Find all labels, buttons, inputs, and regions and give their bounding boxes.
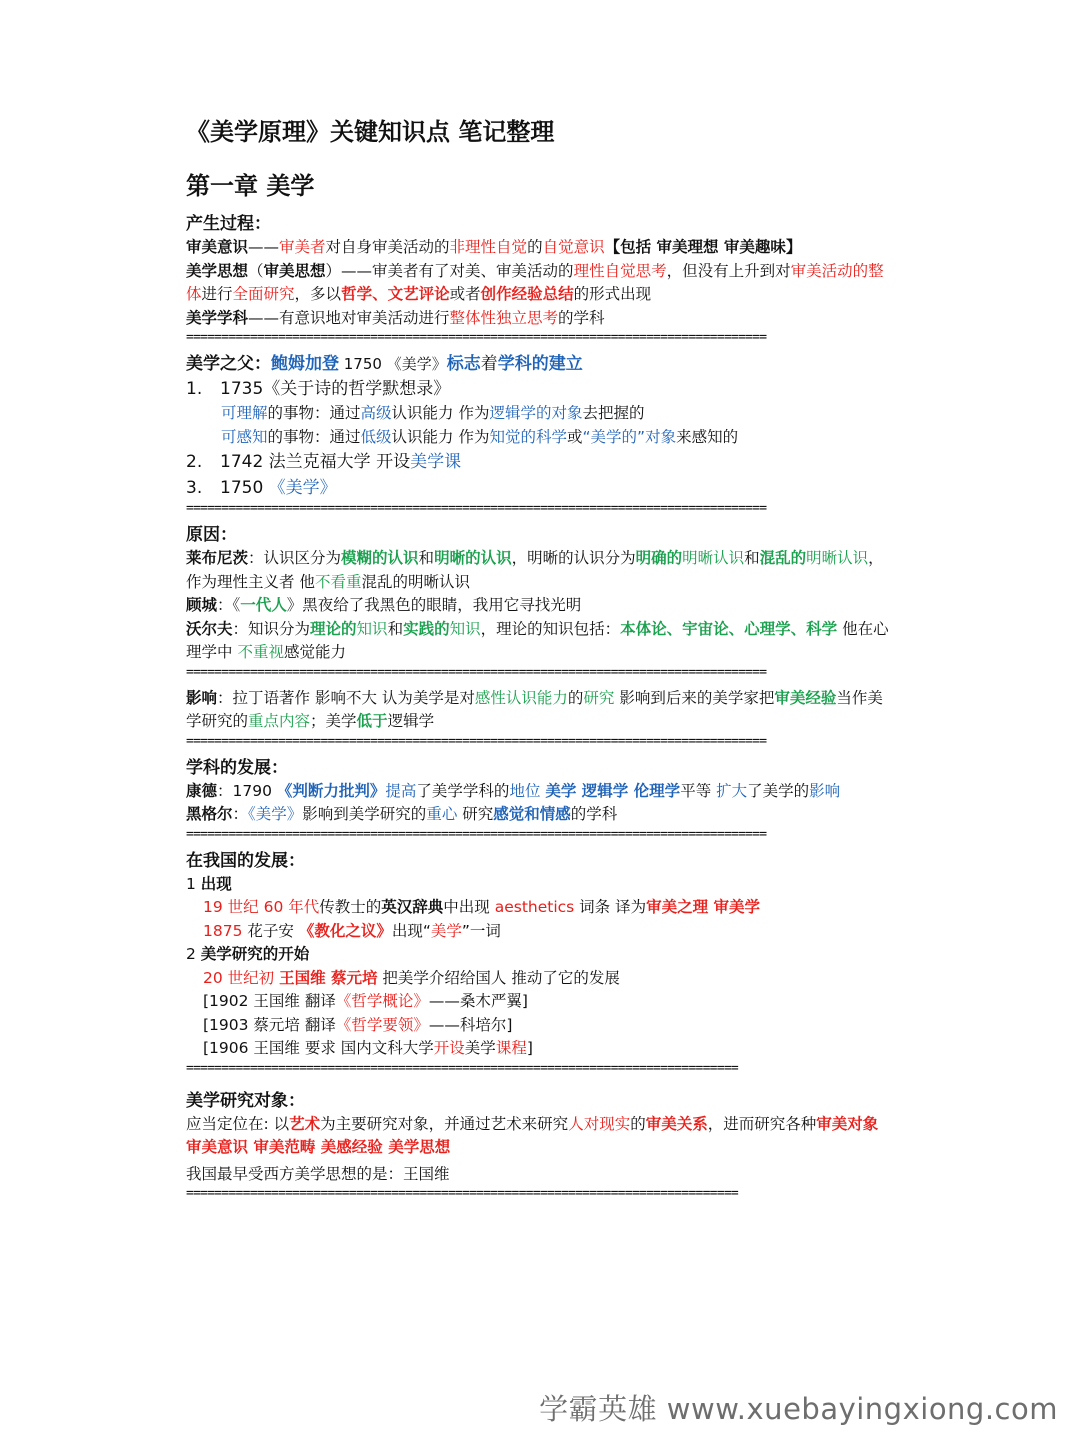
china-subitem: 19 世纪 60 年代传教士的英汉辞典中出现 aesthetics 词条 译为审美之理 审美学 <box>203 898 760 916</box>
list-subitem: 可感知的事物：通过低级认识能力 作为知觉的科学或“美学的”对象来感知的 <box>221 427 739 446</box>
china-subitem: [1903 蔡元培 翻译《哲学要领》——科培尔] <box>203 1015 513 1034</box>
china-subitem: [1902 王国维 翻译《哲学概论》——桑木严翼] <box>203 992 528 1010</box>
object-paragraph: 应当定位在: 以艺术为主要研究对象，并通过艺术来研究人对现实的审美关系，进而研究各种审美对象 审美意识 审美范畴 美感经验 美学思想 <box>186 1114 879 1156</box>
separator-line: ================================================================================== <box>186 826 767 842</box>
reason-wolff: 沃尔夫：知识分为理论的知识和实践的知识，理论的知识包括：本体论、宇宙论、心理学、科学 他在心理学中 不重视感觉能力 <box>186 619 889 661</box>
origin-line-3: 美学学科——有意识地对审美活动进行整体性独立思考的学科 <box>186 308 605 327</box>
list-item: 2. 1742 法兰克福大学 开设美学课 <box>186 452 462 472</box>
notes-document <box>186 110 898 1202</box>
china-item-2: 2 美学研究的开始 <box>186 945 310 963</box>
list-item: 1. 1735《关于诗的哲学默想录》 <box>186 379 451 399</box>
section-development-heading: 学科的发展： <box>186 757 288 778</box>
china-subitem: [1906 王国维 要求 国内文科大学开设美学课程] <box>203 1039 533 1057</box>
china-item-1: 1 出现 <box>186 874 232 893</box>
reason-leibniz: 莱布尼茨：认识区分为模糊的认识和明晰的认识，明晰的认识分为明确的明晰认识和混乱的明晰认识，作为理性主义者 他不看重混乱的明晰认识 <box>186 549 884 591</box>
section-reason-heading: 原因： <box>186 525 237 545</box>
reason-gucheng: 顾城：《一代人》黑夜给了我黑色的眼睛，我用它寻找光明 <box>186 596 582 614</box>
list-subitem: 可理解的事物：通过高级认识能力 作为逻辑学的对象去把握的 <box>221 404 645 422</box>
father-of-aesthetics-line: 美学之父：鲍姆加登 1750 《美学》标志着学科的建立 <box>186 354 583 374</box>
origin-line-1: 审美意识——审美者对自身审美活动的非理性自觉的自觉意识【包括 审美理想 审美趣味】 <box>186 238 802 256</box>
section-object-heading: 美学研究对象： <box>186 1090 305 1111</box>
separator-line: ================================================================================== <box>186 501 767 516</box>
separator-line: ================================================================================== <box>186 664 767 680</box>
section-origin-heading: 产生过程： <box>186 214 271 234</box>
origin-line-2: 美学思想（审美思想）——审美者有了对美、审美活动的理性自觉思考，但没有上升到对审美活动的整体进行全面研究，多以哲学、文艺评论或者创作经验总结的形式出现 <box>186 261 884 303</box>
separator-line: ================================================================================== <box>186 330 767 345</box>
influence-paragraph: 影响：拉丁语著作 影响不大 认为美学是对感性认识能力的研究 影响到后来的美学家把审美经验当作美学研究的重点内容；美学低于逻辑学 <box>186 688 883 730</box>
chapter-title: 第一章 美学 <box>186 172 315 200</box>
section-china-heading: 在我国的发展： <box>186 850 305 871</box>
separator-line: ============================================================================== <box>186 1186 738 1201</box>
china-subitem: 20 世纪初 王国维 蔡元培 把美学介绍给国人 推动了它的发展 <box>203 968 620 987</box>
document-title: 《美学原理》关键知识点 笔记整理 <box>186 118 555 146</box>
separator-line: ============================================================================== <box>186 1060 738 1076</box>
list-item: 3. 1750 《美学》 <box>186 478 337 498</box>
china-subitem: 1875 花子安 《教化之议》出现“美学”一词 <box>203 921 501 940</box>
separator-line: ================================================================================== <box>186 733 767 749</box>
site-watermark: 学霸英雄 www.xuebayingxiong.com <box>539 1392 1058 1426</box>
object-note: 我国最早受西方美学思想的是：王国维 <box>186 1164 450 1183</box>
development-kant: 康德：1790 《判断力批判》提高了美学学科的地位 美学 逻辑学 伦理学平等 扩大了美学的影响 <box>186 781 841 800</box>
development-hegel: 黑格尔：《美学》影响到美学研究的重心 研究感觉和情感的学科 <box>186 805 618 823</box>
